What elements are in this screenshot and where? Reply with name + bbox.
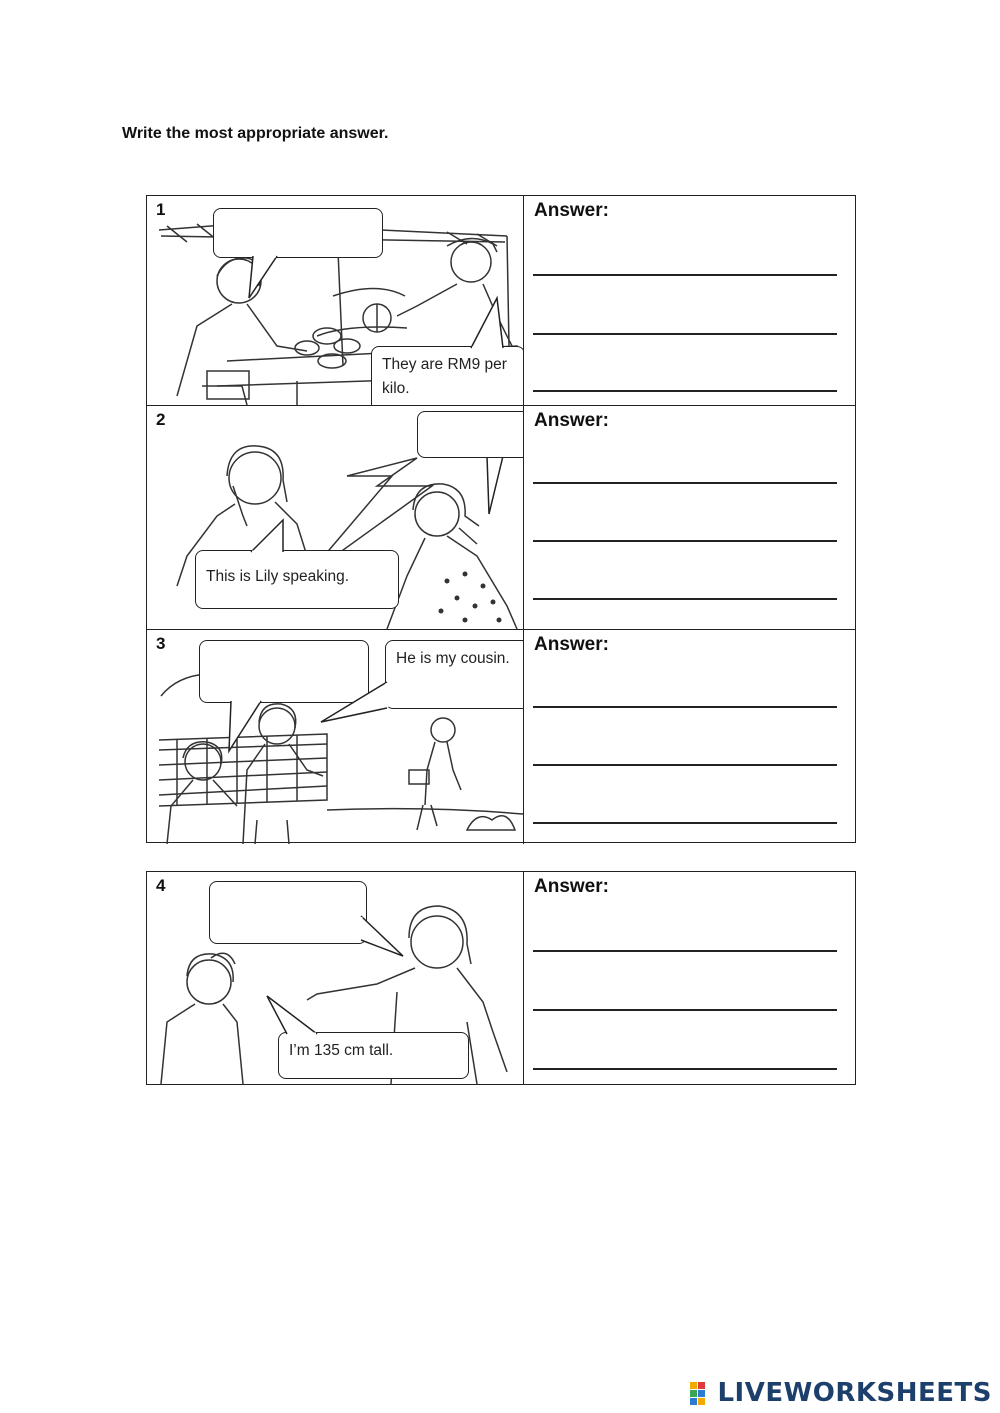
question-row-4 (147, 872, 855, 1084)
question-number-2: 2 (156, 410, 166, 429)
picture-cell-3 (147, 630, 523, 844)
question-4-table (146, 871, 856, 1085)
answer-label-2: Answer: (534, 410, 609, 431)
question-number-1: 1 (156, 200, 166, 219)
answer-line-4a[interactable] (533, 950, 837, 952)
speech-bubble-3 (385, 640, 523, 709)
picture-cell-4 (147, 872, 523, 1084)
question-number-4: 4 (156, 876, 166, 895)
bubble-tail-3 (227, 699, 287, 759)
question-row-3 (147, 630, 855, 844)
answer-line-1b[interactable] (533, 333, 837, 335)
question-row-2 (147, 406, 855, 629)
answer-cell-3 (523, 630, 855, 844)
answer-line-4b[interactable] (533, 1009, 837, 1011)
liveworksheets-logo (689, 1378, 992, 1408)
answer-cell-2 (523, 406, 855, 629)
answer-label-1: Answer: (534, 200, 609, 221)
bubble-tail-2b (481, 454, 521, 524)
questions-table (146, 195, 856, 843)
picture-cell-1 (147, 196, 523, 405)
bubble-tail-1b (467, 296, 507, 356)
answer-line-4c[interactable] (533, 1068, 837, 1070)
bubble-tail-2 (247, 518, 307, 568)
given-dialogue-3: He is my cousin. (396, 650, 510, 667)
answer-line-2a[interactable] (533, 482, 837, 484)
answer-label-3: Answer: (534, 634, 609, 655)
answer-cell-4 (523, 872, 855, 1084)
brand-name: LIVEWORKSHEETS (717, 1378, 992, 1408)
blank-speech-bubble-1 (213, 208, 383, 258)
bubble-tail-4 (359, 912, 409, 962)
bubble-tail-1 (247, 254, 307, 314)
answer-line-3c[interactable] (533, 822, 837, 824)
given-dialogue-4: I’m 135 cm tall. (289, 1042, 394, 1059)
given-dialogue-1: They are RM9 per kilo. (382, 356, 507, 397)
answer-line-3b[interactable] (533, 764, 837, 766)
answer-cell-1 (523, 196, 855, 405)
liveworksheets-logo-icon (689, 1380, 715, 1406)
answer-line-3a[interactable] (533, 706, 837, 708)
blank-speech-bubble-4 (209, 881, 367, 944)
answer-line-2b[interactable] (533, 540, 837, 542)
instruction-heading: Write the most appropriate answer. (122, 125, 389, 142)
picture-cell-2 (147, 406, 523, 629)
answer-line-1a[interactable] (533, 274, 837, 276)
question-row-1 (147, 196, 855, 405)
bubble-tail-4b (265, 994, 325, 1044)
answer-line-2c[interactable] (533, 598, 837, 600)
given-dialogue-2: This is Lily speaking. (206, 568, 350, 585)
answer-label-4: Answer: (534, 876, 609, 897)
answer-line-1c[interactable] (533, 390, 837, 392)
blank-speech-bubble-2 (417, 411, 523, 458)
question-number-3: 3 (156, 634, 166, 653)
bubble-tail-3b (319, 678, 389, 728)
